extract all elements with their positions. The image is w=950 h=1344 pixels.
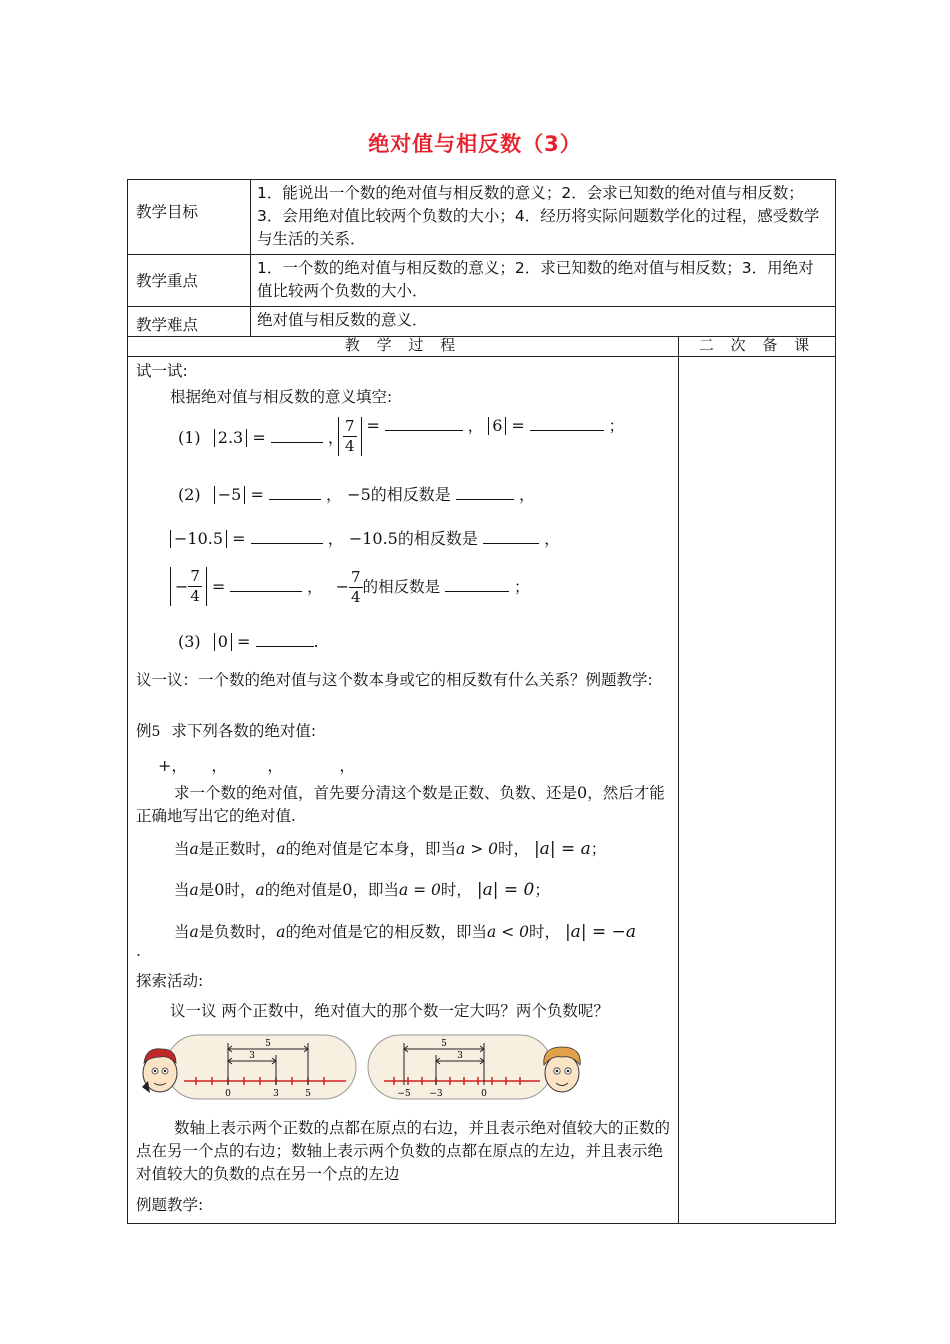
q1-row xyxy=(178,425,344,448)
conclusion-paragraph: 数轴上表示两个正数的点都在原点的右边，并且表示绝对值较大的正数的点在另一个点的右边；数轴上表示两个负数的点都在原点的左边，并且表示绝对值较大的负数的点在另一个点的左边 xyxy=(136,1119,671,1183)
case-positive: 当a是正数时，a的绝对值是它本身，即当a > 0时， |a| = a； xyxy=(174,839,607,859)
abs-value: −5 xyxy=(214,486,246,504)
q2-row-3: − $\frac{7}{4}$ = ， − $\frac{7}{4}$ 的相反数是 ； xyxy=(170,567,529,607)
speech-bubble xyxy=(166,1035,356,1099)
q2-row-1: (2) −5 = ， −5的相反数是 ， xyxy=(178,485,535,504)
equals: = xyxy=(252,428,266,447)
page-title: 绝对值与相反数（3） xyxy=(368,132,582,156)
explore-title: 探索活动: xyxy=(136,972,204,990)
distance-label: 3 xyxy=(457,1051,463,1061)
row-goal xyxy=(128,180,836,255)
distance-label: 3 xyxy=(249,1051,255,1061)
key-text: 1．一个数的绝对值与相反数的意义；2．求已知数的绝对值与相反数；3．用绝对值比较两个负数的大小． xyxy=(251,255,836,307)
case-negative: 当a是负数时，a的绝对值是它的相反数，即当a < 0时， |a| = −a xyxy=(174,922,636,942)
q1-label: (1) xyxy=(178,428,201,447)
tick-label: −3 xyxy=(429,1089,443,1099)
answer-blank[interactable] xyxy=(271,428,323,443)
row-process xyxy=(128,357,836,1224)
number-line-positive-illustration xyxy=(136,1029,358,1105)
difficulty-text: 绝对值与相反数的意义． xyxy=(251,307,836,337)
lesson-plan-table xyxy=(127,179,836,1224)
row-difficulty xyxy=(128,307,836,337)
row-headers xyxy=(128,337,836,357)
q2-label: (2) xyxy=(178,485,201,504)
distance-label: 5 xyxy=(265,1039,271,1049)
fraction: $\frac{7}{4}$ xyxy=(190,567,200,605)
tick-label: −5 xyxy=(397,1089,411,1099)
key-label: 教学重点 xyxy=(128,255,251,307)
abs-value: 0 xyxy=(214,633,232,651)
process-cell xyxy=(128,357,679,1224)
tick-label: 0 xyxy=(481,1089,487,1099)
process-header: 教 学 过 程 xyxy=(128,337,679,357)
goal-text: 1．能说出一个数的绝对值与相反数的意义；2．会求已知数的绝对值与相反数；3．会用绝对值比较两个负数的大小；4．经历将实际问题数学化的过程，感受数学与生活的关系． xyxy=(251,180,836,255)
case-negative-end: . xyxy=(136,942,141,960)
try-title: 试一试: xyxy=(136,362,188,380)
answer-blank[interactable] xyxy=(256,632,314,647)
number-line-negative-illustration xyxy=(364,1029,586,1105)
fill-instruction: 根据绝对值与相反数的意义填空: xyxy=(170,388,393,406)
tick-label: 3 xyxy=(273,1089,279,1099)
abs-value: 6 xyxy=(488,417,506,435)
row-key xyxy=(128,255,836,307)
answer-blank[interactable] xyxy=(483,529,539,544)
answer-blank[interactable] xyxy=(445,577,509,592)
q3-row: (3) 0 = . xyxy=(178,632,319,651)
comma: ， xyxy=(327,428,344,447)
answer-blank[interactable] xyxy=(456,485,514,500)
goal-label: 教学目标 xyxy=(128,180,251,255)
boy-character-left xyxy=(142,1049,177,1093)
difficulty-label: 教学难点 xyxy=(128,307,251,337)
q3-label: (3) xyxy=(178,632,201,651)
speech-bubble xyxy=(368,1035,552,1099)
q2-row-2: −10.5 = ， −10.5的相反数是 ， xyxy=(170,526,560,549)
fraction: $\frac{7}{4}$ xyxy=(345,417,355,455)
second-prep-cell[interactable] xyxy=(679,357,836,1224)
example-5: 例5 求下列各数的绝对值: xyxy=(136,722,317,740)
prep-header: 二 次 备 课 xyxy=(679,337,836,357)
explore-question: 议一议 两个正数中，绝对值大的那个数一定大吗？两个负数呢？ xyxy=(170,1002,609,1020)
distance-label: 5 xyxy=(441,1039,447,1049)
boy-character-right xyxy=(544,1047,580,1092)
tick-label: 0 xyxy=(225,1089,231,1099)
example-teaching: 例题教学: xyxy=(136,1196,204,1214)
answer-blank[interactable] xyxy=(230,577,302,592)
discuss-text: 议一议：一个数的绝对值与这个数本身或它的相反数有什么关系？例题教学: xyxy=(136,671,653,689)
abs-value: −10.5 xyxy=(170,530,227,548)
answer-blank[interactable] xyxy=(251,529,323,544)
tick-label: 5 xyxy=(305,1089,311,1099)
answer-blank[interactable] xyxy=(269,485,321,500)
q1-frac-group: $\frac{7}{4}$ = ， 6 = ； xyxy=(338,414,624,456)
method-paragraph: 求一个数的绝对值，首先要分清这个数是正数、负数、还是0，然后才能正确地写出它的绝对值. xyxy=(136,783,665,825)
answer-blank[interactable] xyxy=(530,416,604,431)
answer-blank[interactable] xyxy=(385,416,463,431)
example-items: +， ， ， ， xyxy=(158,756,356,775)
case-zero: 当a是0时，a的绝对值是0，即当a = 0时， |a| = 0； xyxy=(174,880,550,900)
abs-value: 2.3 xyxy=(214,429,247,447)
fraction: $\frac{7}{4}$ xyxy=(351,568,361,606)
